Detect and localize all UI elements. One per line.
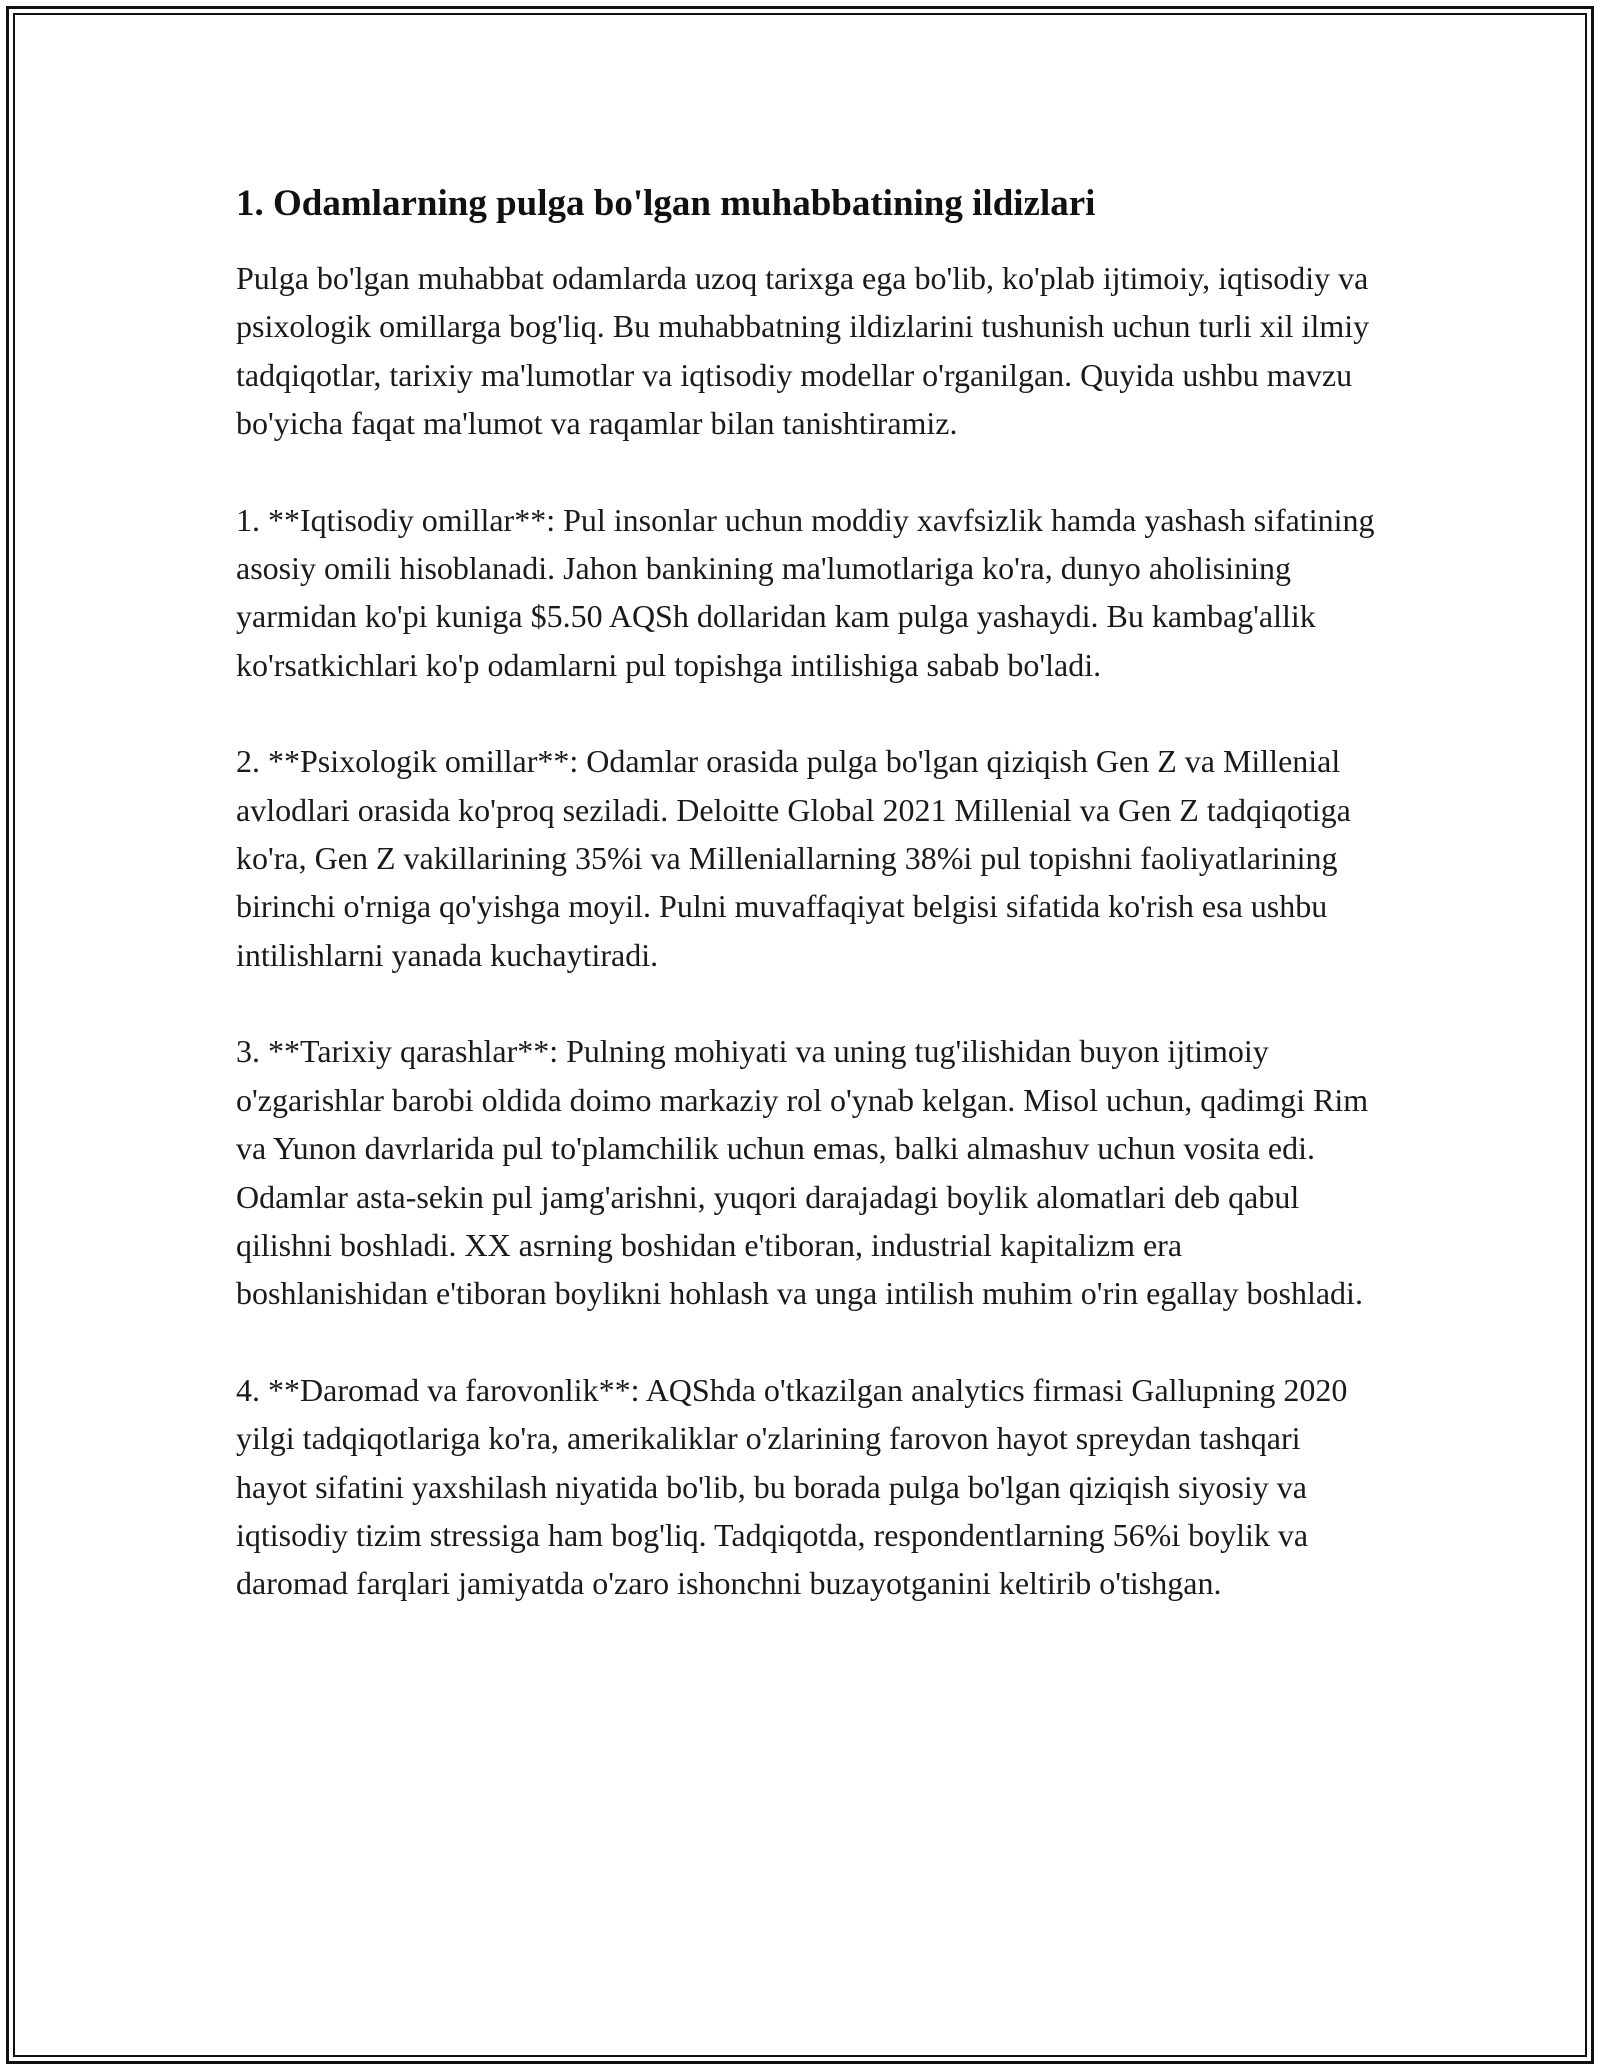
document-body [236,180,1376,1656]
section-psychological-factors: 2. **Psixologik omillar**: Odamlar orasida pulga bo'lgan qiziqish Gen Z va Millenial avlodlari orasida ko'proq seziladi. Deloitte Global 2021 Millenial va Gen Z tadqiqotiga ko'ra, Gen Z vakillarining 35%i va Milleniallarning 38%i pul topishni faoliyatlarining birinchi o'rniga qo'yishga moyil. Pulni muvaffaqiyat belgisi sifatida ko'rish esa ushbu intilishlarni yanada kuchaytiradi. [236,743,1351,973]
document-title: 1. Odamlarning pulga bo'lgan muhabbatining ildizlari [236,183,1096,224]
section-historical-views: 3. **Tarixiy qarashlar**: Pulning mohiyati va uning tug'ilishidan buyon ijtimoiy o'zgarishlar barobi oldida doimo markaziy rol o'ynab kelgan. Misol uchun, qadimgi Rim va Yunon davrlarida pul to'plamchilik uchun emas, balki almashuv uchun vosita edi. Odamlar asta-sekin pul jamg'arishni, yuqori darajadagi boylik alomatlari deb qabul qilishni boshladi. XX asrning boshidan e'tiboran, industrial kapitalizm era boshlanishidan e'tiboran boylikni hohlash va unga intilish muhim o'rin egallay boshladi. [236,1033,1369,1312]
intro-paragraph: Pulga bo'lgan muhabbat odamlarda uzoq tarixga ega bo'lib, ko'plab ijtimoiy, iqtisodiy va psixologik omillarga bog'liq. Bu muhabbatning ildizlarini tushunish uchun turli xil ilmiy tadqiqotlar, tarixiy ma'lumotlar va iqtisodiy modellar o'rganilgan. Quyida ushbu mavzu bo'yicha faqat ma'lumot va raqamlar bilan tanishtiramiz. [236,260,1370,442]
section-economic-factors: 1. **Iqtisodiy omillar**: Pul insonlar uchun moddiy xavfsizlik hamda yashash sifatining asosiy omili hisoblanadi. Jahon bankining ma'lumotlariga ko'ra, dunyo aholisining yarmidan ko'pi kuniga $5.50 AQSh dollaridan kam pulga yashaydi. Bu kambag'allik ko'rsatkichlari ko'p odamlarni pul topishga intilishiga sabab bo'ladi. [236,501,1375,683]
section-income-and-wellbeing: 4. **Daromad va farovonlik**: AQShda o'tkazilgan analytics firmasi Gallupning 2020 yilgi tadqiqotlariga ko'ra, amerikaliklar o'zlarining farovon hayot spreydan tashqari hayot sifatini yaxshilash niyatida bo'lib, bu borada pulga bo'lgan qiziqish siyosiy va iqtisodiy tizim stressiga ham bog'liq. Tadqiqotda, respondentlarning 56%i boylik va daromad farqlari jamiyatda o'zaro ishonchni buzayotganini keltirib o'tishgan. [236,1371,1348,1602]
